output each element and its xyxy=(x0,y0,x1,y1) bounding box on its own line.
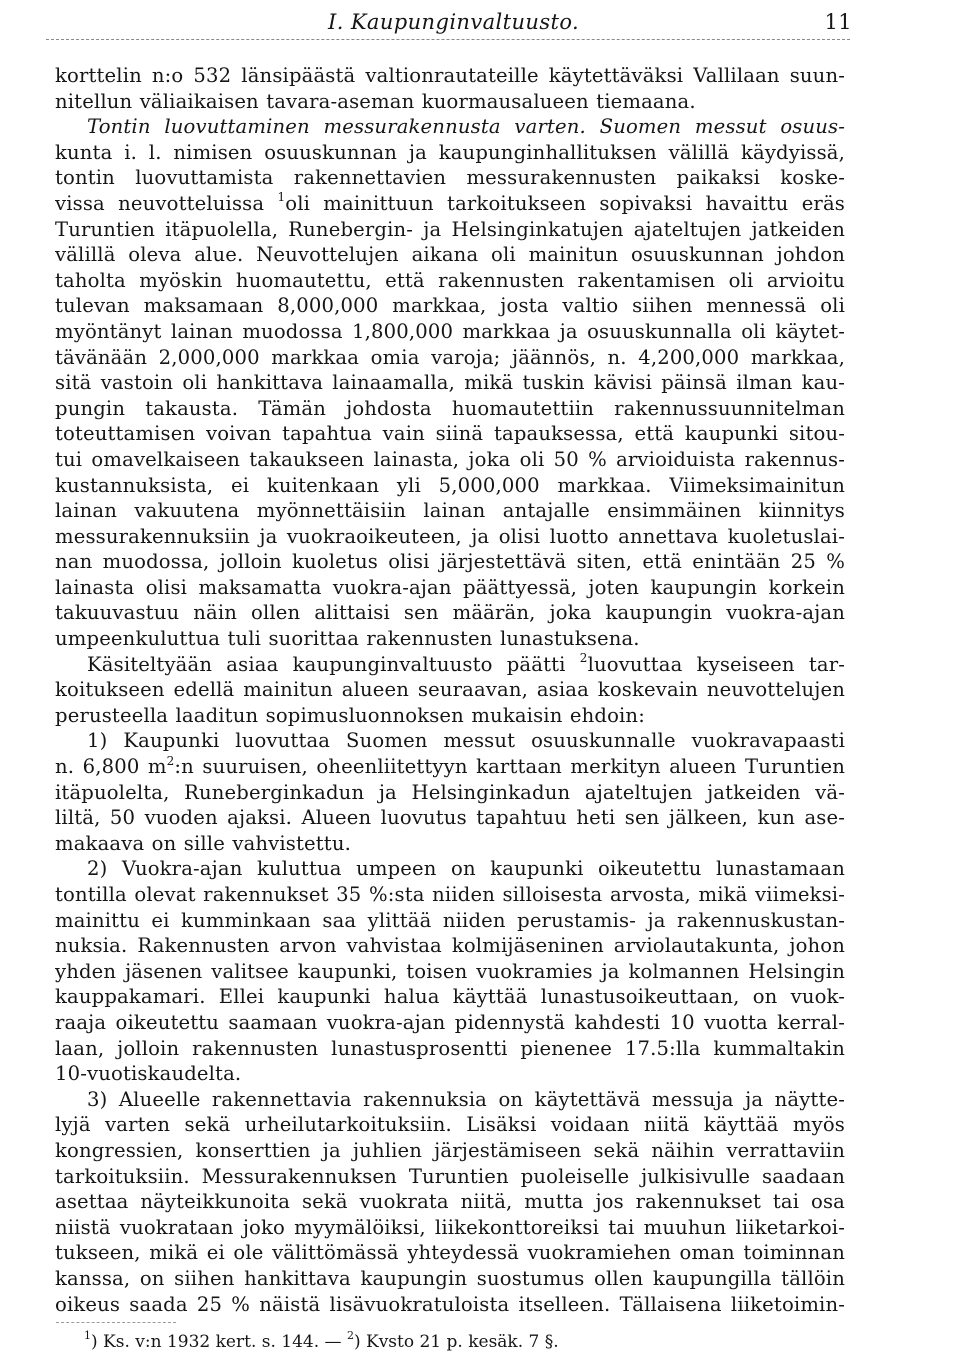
text-segment: luovuttaa kyseiseen tar- xyxy=(587,652,845,676)
text-line: kustannuksista, ei kuitenkaan yli 5,000,000 markkaa. Viimeksimainitun xyxy=(55,473,845,497)
text-line: välillä oleva alue. Neuvottelujen aikana oli mainitun osuuskunnan johdon xyxy=(55,243,845,267)
footnote xyxy=(84,1330,559,1354)
text-line: mainittu ei kumminkaan saa ylittää niiden perustamis- ja rakennuskustan- xyxy=(55,908,845,932)
footnote-ref: 2 xyxy=(579,651,588,666)
footnote-text: ) Kvsto 21 p. kesäk. 7 §. xyxy=(353,1332,559,1352)
section-heading-line xyxy=(55,114,845,140)
text-line: tarkoituksiin. Messurakennuksen Turuntien puoleiselle julkisivulle saadaan xyxy=(55,1164,845,1188)
section-heading xyxy=(87,115,845,138)
footnote-mark: 2 xyxy=(346,1329,354,1343)
text-line: nitellun väliaikaisen tavara-aseman kuormausalueen tiemaana. xyxy=(55,89,696,113)
text-line: tontilla olevat rakennukset 35 %:sta niiden silloisesta arvosta, mikä viimeksi- xyxy=(55,883,845,906)
text-line: taholta myöskin huomautettu, että rakennusten rakentamisen oli arvioitu xyxy=(55,268,845,292)
text-line-with-footnote xyxy=(55,652,845,678)
text-line: tukseen, mikä ei ole välittömässä yhteydessä vuokramiehen oman toiminnan xyxy=(55,1241,845,1265)
text-line: umpeenkuluttua tuli suorittaa rakennusten lunastuksena. xyxy=(55,627,640,651)
text-line: lyjä varten sekä urheilutarkoituksiin. Lisäksi voidaan niitä käyttää myös xyxy=(55,1113,845,1137)
text-line: kongressien, konserttien ja juhlien järjestämiseen sekä näihin verrattaviin xyxy=(55,1138,845,1162)
text-line: perusteella laaditun sopimusluonnoksen mukaisin ehdoin: xyxy=(55,703,645,727)
text-line: oikeus saada 25 % näistä lisävuokratuloista itselleen. Tällaisena liiketoimin- xyxy=(55,1292,845,1316)
running-header-title: I. Kaupunginvaltuusto. xyxy=(328,10,580,34)
text-segment: n. 6,800 m xyxy=(55,755,167,779)
body-text xyxy=(55,63,845,1317)
text-line: kauppakamari. Ellei kaupunki halua käyttää lunastusoikeuttaan, on vuok- xyxy=(55,985,845,1009)
text-line: nuksia. Rakennusten arvon vahvistaa kolmijäseninen arviolautakunta, johon xyxy=(55,934,845,958)
text-line: messurakennuksiin ja vuokraoikeuteen, ja olisi luotto annettava kuoletuslai- xyxy=(55,524,845,548)
footnote-ref: 1 xyxy=(277,190,286,205)
text-line: 3) Alueelle rakennettavia rakennuksia on käytettävä messuja ja näytte- xyxy=(87,1087,845,1111)
text-line: 2) Vuokra-ajan kuluttua umpeen on kaupunki oikeutettu lunastamaan xyxy=(87,857,845,881)
text-line: niistä vuokrataan joko myymälöiksi, liikekonttoreiksi tai muuhun liiketarkoi- xyxy=(55,1215,845,1239)
footnote-text: ) Ks. v:n 1932 kert. s. 144. — xyxy=(91,1332,347,1352)
text-line: itäpuolelta, Runeberginkadun ja Helsinginkadun ajateltujen jatkeiden vä- xyxy=(55,780,845,804)
text-line: tävänään 2,000,000 markkaa omia varoja; jäännös, n. 4,200,000 markkaa, xyxy=(55,345,845,369)
text-line: takuuvastuu näin ollen alittaisi sen määrän, joka kaupungin vuokra-ajan xyxy=(55,601,845,625)
text-line: yhden jäsenen valitsee kaupunki, toisen vuokramies ja kolmannen Helsingin xyxy=(55,959,845,983)
superscript: 2 xyxy=(166,754,175,768)
text-line: makaava on sille vahvistettu. xyxy=(55,831,351,855)
text-line: Turuntien itäpuolella, Runebergin- ja Helsinginkatujen ajateltujen jatkeiden xyxy=(55,217,845,241)
text-line: koitukseen edellä mainitun alueen seuraavan, asiaa koskevain neuvottelujen xyxy=(55,678,845,702)
page-number: 11 xyxy=(824,10,852,34)
header-rule xyxy=(46,39,850,40)
text-segment: :n suuruisen, oheenliitettyyn karttaan merkityn alueen Turuntien xyxy=(174,755,845,779)
text-line: liltä, 50 vuoden ajaksi. Alueen luovutus tapahtuu heti sen jälkeen, kun ase- xyxy=(55,806,845,830)
text-line: lainan vakuutena myönnettäisiin lainan antajalle ensimmäinen kiinnitys xyxy=(55,499,845,523)
text-line: kanssa, on siihen hankittava kaupungin suostumus ollen kaupungilla tällöin xyxy=(55,1266,845,1290)
text-segment: Käsiteltyään asiaa kaupunginvaltuusto päätti xyxy=(87,652,566,676)
text-line: korttelin n:o 532 länsipäästä valtionrautateille käytettäväksi Vallilaan suun- xyxy=(55,64,845,87)
text-line: 1) Kaupunki luovuttaa Suomen messut osuuskunnalle vuokravapaasti xyxy=(87,729,845,753)
text-line: asettaa näyteikkunoita sekä vuokrata niitä, mutta jos rakennukset tai osa xyxy=(55,1190,845,1214)
text-line: lainasta olisi maksamatta vuokra-ajan päättyessä, joten kaupungin korkein xyxy=(55,575,845,599)
text-line: sitä vastoin oli hankittava lainaamalla, mikä tuskin kävisi päinsä ilman kau- xyxy=(55,371,845,395)
text-line-with-footnote xyxy=(55,191,845,217)
text-line-with-superscript xyxy=(55,754,845,780)
footnote-mark: 1 xyxy=(84,1329,91,1343)
text-line: raaja oikeutettu saamaan vuokra-ajan pidennystä kahdesti 10 vuotta kerral- xyxy=(55,1010,845,1034)
text-line: kunta i. l. nimisen osuuskunnan ja kaupunginhallituksen välillä käydyissä, xyxy=(55,140,845,164)
text-line: toteuttamisen voivan tapahtua vain siinä tapauksessa, että kaupunki sitou- xyxy=(55,422,845,446)
text-segment: vissa neuvotteluissa xyxy=(55,191,265,215)
footnote-rule xyxy=(56,1322,176,1323)
text-line: tulevan maksamaan 8,000,000 markkaa, josta valtio siihen mennessä oli xyxy=(55,294,845,318)
text-line: Tontin luovuttaminen messurakennusta varten. Suomen messut osuus- xyxy=(87,115,845,139)
text-line: tui omavelkaiseen takaukseen lainasta, joka oli 50 % arvioiduista rakennus- xyxy=(55,447,845,471)
text-line: laan, jolloin rakennusten lunastusprosentti pienenee 17.5:lla kummaltakin xyxy=(55,1036,845,1060)
text-line: pungin takausta. Tämän johdosta huomautettiin rakennussuunnitelman xyxy=(55,396,845,420)
text-line: nan muodossa, jolloin kuoletus olisi järjestettävä siten, että enintään 25 % xyxy=(55,550,845,574)
text-line: myöntänyt lainan muodossa 1,800,000 markkaa ja osuuskunnalla oli käytet- xyxy=(55,319,845,343)
text-line: tontin luovuttamista rakennettavien messurakennusten paikaksi koske- xyxy=(55,166,845,190)
text-segment: oli mainittuun tarkoitukseen sopivaksi havaittu eräs xyxy=(285,191,845,215)
text-line: 10-vuotiskaudelta. xyxy=(55,1062,242,1086)
